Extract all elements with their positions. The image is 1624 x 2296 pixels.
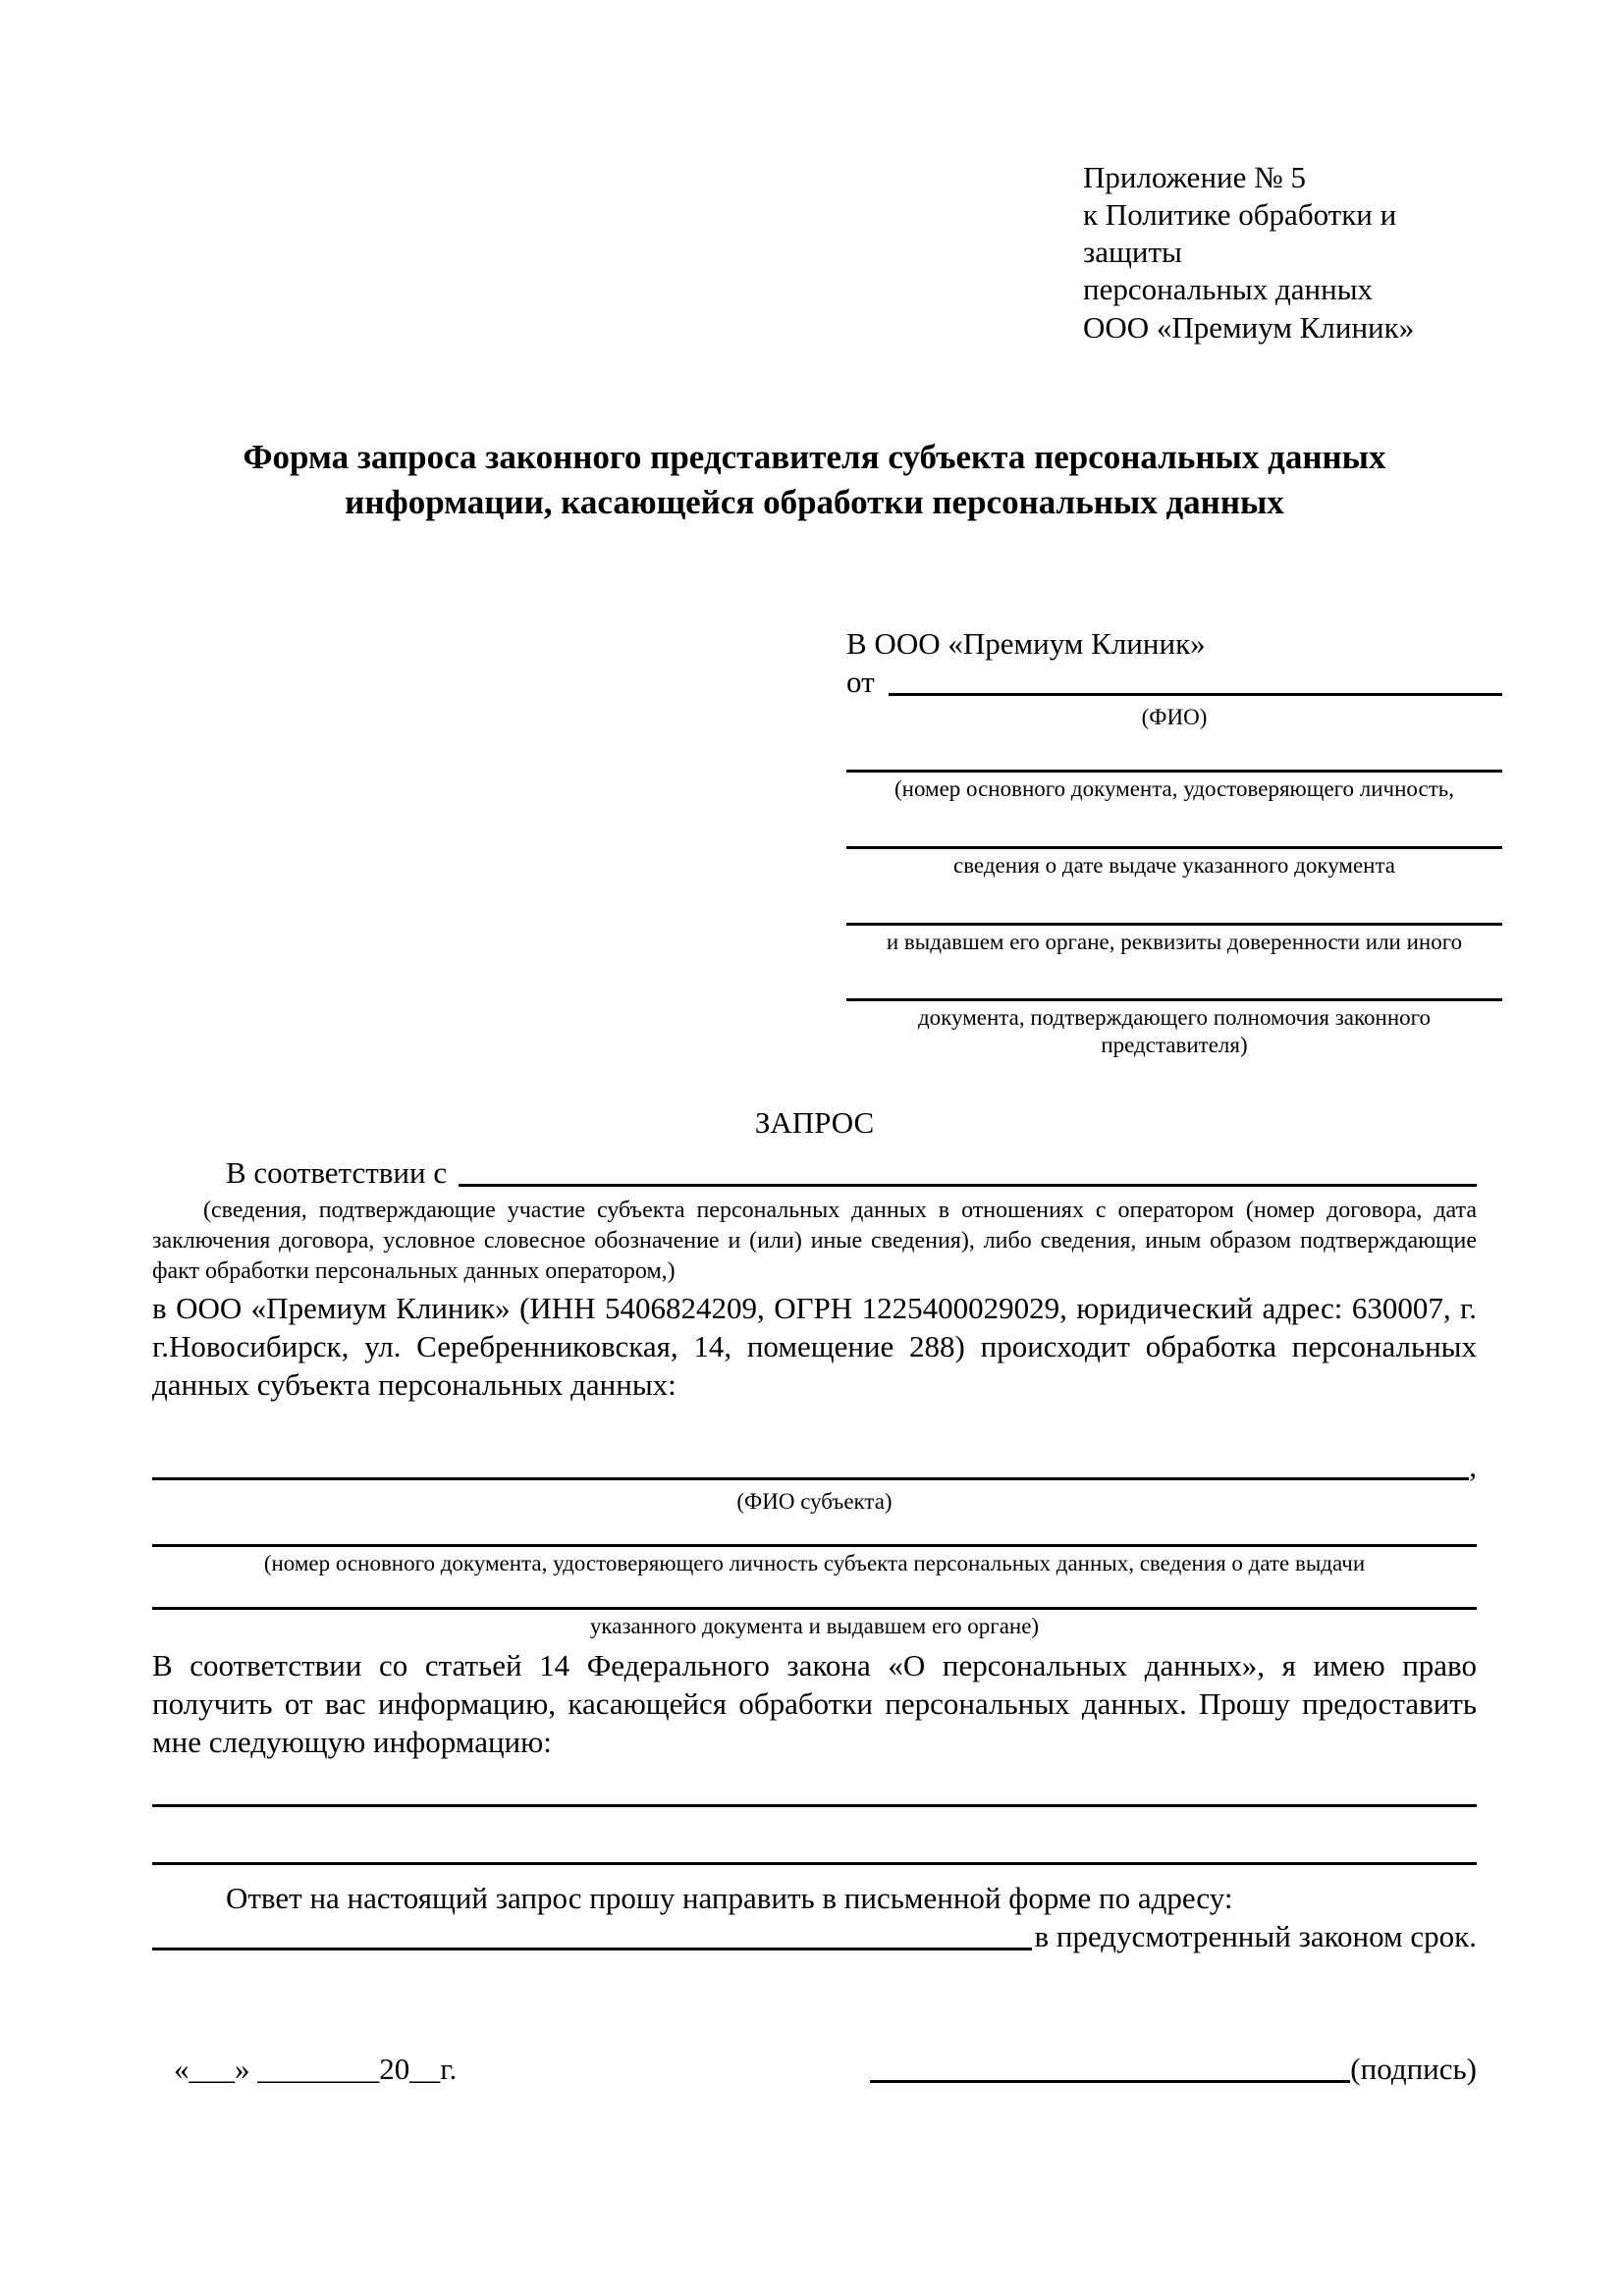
id-doc-blank-line-3 (846, 880, 1502, 926)
subject-fio-caption: (ФИО субъекта) (736, 1488, 893, 1514)
id-doc-caption-3: и выдавшем его органе, реквизиты доверенности или иного (886, 929, 1463, 954)
annex-line: ООО «Премиум Клиник» (1083, 309, 1415, 345)
id-doc-caption-1: (номер основного документа, удостоверяющего личность, (893, 776, 1454, 802)
from-blank-line (889, 693, 1502, 696)
annex-note (1083, 159, 1477, 347)
reply-paragraph: Ответ на настоящий запрос прошу направить в письменной форме по адресу: (226, 1880, 1233, 1915)
signature-caption: (подпись) (1350, 2051, 1477, 2086)
subject-fio-suffix: , (1469, 1448, 1477, 1483)
annex-line: к Политике обработки и защиты (1083, 197, 1397, 270)
form-title (152, 435, 1477, 526)
subject-doc-blank-line-1 (152, 1515, 1477, 1547)
date-field: «___» ________20__г. (174, 2051, 458, 2086)
from-field (846, 663, 1502, 701)
form-title-line: информации, касающейся обработки персональных данных (345, 483, 1284, 522)
subject-doc-caption-1: (номер основного документа, удостоверяющего личность субъекта персональных данных, сведения о дате выдачи (263, 1551, 1366, 1576)
addressee-block (846, 624, 1502, 1059)
id-doc-caption-2: сведения о дате выдаче указанного документа (952, 853, 1396, 878)
fio-caption: (ФИО) (1141, 704, 1208, 729)
from-label: от (846, 664, 875, 699)
reply-suffix: в предусмотренный законом срок. (1034, 1918, 1477, 1953)
addressee-company: В ООО «Премиум Клиник» (846, 625, 1206, 661)
subject-doc-blank-line-2 (152, 1577, 1477, 1610)
basis-field (152, 1153, 1477, 1192)
law-paragraph: В соответствии со статьей 14 Федерального закона «О персональных данных», я имею право получить от вас информацию, касающейся обработки персональных данных. Прошу предоставить мне следующую информацию: (152, 1647, 1477, 1759)
request-heading: ЗАПРОС (754, 1105, 875, 1141)
answer-blank-line-2 (152, 1862, 1477, 1865)
reply-address-field (152, 1917, 1477, 1955)
subject-doc-caption-2: указанного документа и выдавшем его органе) (589, 1614, 1040, 1638)
operator-paragraph: в ООО «Премиум Клиник» (ИНН 5406824209, ОГРН 1225400029029, юридический адрес: 630007, г. г.Новосибирск, ул. Серебренниковская, 14, помещение 288) происходит обработка персональных данных субъекта персональных данных: (152, 1290, 1477, 1402)
basis-caption: (сведения, подтверждающие участие субъекта персональных данных в отношениях с оператором (номер договора, дата заключения договора, условное словесное обозначение и (или) иные сведения), либо сведения, иным образом подтверждающие факт обработки персональных данных оператором,) (152, 1198, 1477, 1284)
annex-line: Приложение № 5 (1083, 160, 1306, 194)
form-title-line: Форма запроса законного представителя субъекта персональных данных (243, 437, 1386, 476)
annex-line: персональных данных (1083, 272, 1374, 307)
id-doc-blank-line-2 (846, 803, 1502, 849)
basis-blank-line (459, 1184, 1477, 1187)
signature-field (870, 2050, 1477, 2088)
signature-blank-line (870, 2080, 1350, 2083)
answer-blank-line-1 (152, 1804, 1477, 1807)
id-doc-caption-4: документа, подтверждающего полномочия законного представителя) (917, 1005, 1431, 1057)
id-doc-blank-line-1 (846, 730, 1502, 773)
subject-fio-blank-line (152, 1477, 1469, 1480)
id-doc-blank-line-4 (846, 955, 1502, 1001)
subject-fio-field (152, 1447, 1477, 1485)
signature-row (152, 2050, 1477, 2088)
basis-label: В соответствии с (226, 1155, 448, 1191)
reply-address-blank-line (152, 1948, 1032, 1950)
